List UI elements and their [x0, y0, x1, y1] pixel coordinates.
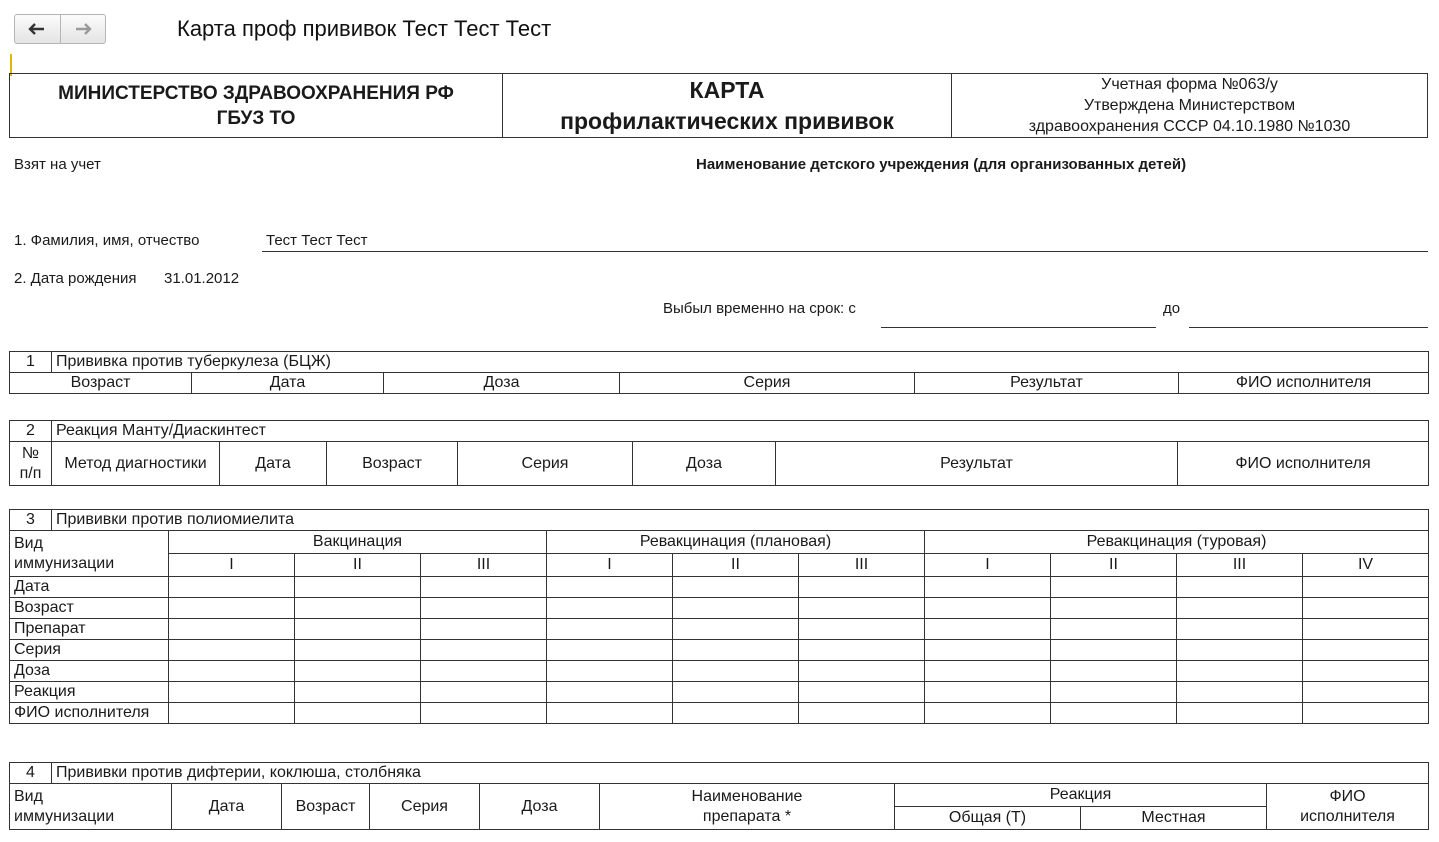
table-cell[interactable]: [1177, 598, 1303, 619]
table-cell[interactable]: [673, 682, 799, 703]
row-label: Доза: [10, 661, 169, 682]
section-number: 3: [10, 510, 52, 531]
row-label: Возраст: [10, 598, 169, 619]
form-header: [9, 73, 1428, 138]
table-cell[interactable]: [1303, 682, 1429, 703]
registered-label: Взят на учет: [14, 156, 101, 173]
table-cell[interactable]: [169, 640, 295, 661]
form-number: Учетная форма №063/у: [1101, 76, 1278, 93]
table-cell[interactable]: [295, 577, 421, 598]
table-cell[interactable]: [421, 682, 547, 703]
column-header: Дата: [220, 442, 327, 486]
table-cell[interactable]: [673, 661, 799, 682]
table-cell[interactable]: [925, 682, 1051, 703]
row-label: Серия: [10, 640, 169, 661]
column-header-reaction: Реакция: [895, 784, 1267, 807]
table-cell[interactable]: [547, 640, 673, 661]
column-header: ФИО исполнителя: [1178, 442, 1429, 486]
column-header: Метод диагностики: [52, 442, 220, 486]
column-header-reaction-local: Местная: [1081, 807, 1267, 830]
section-title: Прививки против дифтерии, коклюша, столбняка: [52, 763, 1429, 784]
table-cell[interactable]: [799, 619, 925, 640]
section-title-row: [10, 421, 1429, 442]
table-cell[interactable]: [169, 703, 295, 724]
table-cell[interactable]: [1177, 640, 1303, 661]
table-row: [10, 619, 1429, 640]
table-cell[interactable]: [1051, 640, 1177, 661]
column-header-drug-line1: Наименование: [691, 787, 803, 805]
row-label: Реакция: [10, 682, 169, 703]
table-cell[interactable]: [295, 661, 421, 682]
card-subtitle: профилактических прививок: [560, 107, 894, 134]
table-header-row: [10, 784, 1429, 807]
ministry-block: [10, 74, 502, 137]
sub-header: II: [295, 554, 421, 577]
column-header-executor-line2: исполнителя: [1300, 807, 1395, 825]
sub-header: I: [547, 554, 673, 577]
table-cell[interactable]: [1303, 661, 1429, 682]
column-header-date: Дата: [172, 784, 282, 830]
section-title: Прививка против туберкулеза (БЦЖ): [52, 352, 1429, 373]
table-cell[interactable]: [673, 703, 799, 724]
table-cell[interactable]: [1303, 598, 1429, 619]
row-label: ФИО исполнителя: [10, 703, 169, 724]
section-title-row: [10, 510, 1429, 531]
column-header-number-line2: п/п: [19, 464, 42, 482]
sub-header: II: [1051, 554, 1177, 577]
column-header: Доза: [633, 442, 776, 486]
section-bcg-table: [9, 351, 1429, 394]
arrow-left-icon: [27, 22, 47, 36]
section-number: 4: [10, 763, 52, 784]
card-title: КАРТА: [689, 76, 765, 103]
table-row: [10, 661, 1429, 682]
table-cell[interactable]: [169, 577, 295, 598]
table-cell[interactable]: [169, 682, 295, 703]
form-approval-block: [951, 74, 1427, 137]
table-row: [10, 577, 1429, 598]
table-cell[interactable]: [547, 577, 673, 598]
table-cell[interactable]: [547, 661, 673, 682]
section-title: Реакция Манту/Диаскинтест: [52, 421, 1429, 442]
table-cell[interactable]: [1051, 661, 1177, 682]
table-cell[interactable]: [421, 703, 547, 724]
table-cell[interactable]: [673, 577, 799, 598]
table-sub-header-row: [10, 554, 1429, 577]
fio-value[interactable]: Тест Тест Тест: [266, 232, 368, 249]
kind-header: [10, 531, 169, 577]
table-cell[interactable]: [295, 598, 421, 619]
table-cell[interactable]: [925, 640, 1051, 661]
column-header-executor-line1: ФИО: [1329, 787, 1366, 805]
table-cell[interactable]: [1177, 703, 1303, 724]
dob-label: 2. Дата рождения: [14, 270, 137, 287]
back-button[interactable]: [15, 15, 60, 43]
table-cell[interactable]: [673, 619, 799, 640]
kind-header-line2: иммунизации: [14, 807, 115, 825]
polio-rows: [10, 577, 1429, 724]
table-cell[interactable]: [1051, 682, 1177, 703]
column-header-dose: Доза: [480, 784, 600, 830]
table-cell[interactable]: [547, 619, 673, 640]
table-cell[interactable]: [1051, 577, 1177, 598]
section-number: 1: [10, 352, 52, 373]
section-number: 2: [10, 421, 52, 442]
arrow-right-icon: [73, 22, 93, 36]
table-cell[interactable]: [1177, 619, 1303, 640]
table-cell[interactable]: [1177, 661, 1303, 682]
table-cell[interactable]: [799, 598, 925, 619]
column-header: Возраст: [327, 442, 458, 486]
section-title-row: [10, 352, 1429, 373]
institution-label: Наименование детского учреждения (для организованных детей): [696, 156, 1187, 173]
table-cell[interactable]: [1051, 619, 1177, 640]
table-cell[interactable]: [673, 598, 799, 619]
section-title-row: [10, 763, 1429, 784]
absent-label: Выбыл временно на срок: с: [663, 300, 856, 317]
table-cell[interactable]: [1303, 703, 1429, 724]
kind-header-line1: Вид: [14, 534, 43, 552]
table-group-header-row: [10, 531, 1429, 554]
table-row: [10, 640, 1429, 661]
section-polio-table: [9, 509, 1429, 724]
sub-header: III: [799, 554, 925, 577]
table-cell[interactable]: [799, 640, 925, 661]
forward-button[interactable]: [60, 15, 106, 43]
sub-header: II: [673, 554, 799, 577]
table-header-row: [10, 373, 1429, 394]
table-cell[interactable]: [1303, 577, 1429, 598]
column-header: Результат: [776, 442, 1178, 486]
absent-to-label: до: [1163, 300, 1181, 317]
table-cell[interactable]: [547, 598, 673, 619]
ministry-name: МИНИСТЕРСТВО ЗДРАВООХРАНЕНИЯ РФ: [58, 82, 454, 104]
column-header: Серия: [458, 442, 633, 486]
window-toolbar: [0, 0, 1439, 60]
group-header-vaccination: Вакцинация: [169, 531, 547, 554]
institution-name: ГБУЗ ТО: [216, 107, 296, 129]
table-cell[interactable]: [169, 598, 295, 619]
row-label: Дата: [10, 577, 169, 598]
sub-header: III: [421, 554, 547, 577]
group-header-revac-tour: Ревакцинация (туровая): [925, 531, 1429, 554]
navigation-buttons: [14, 14, 106, 44]
table-cell[interactable]: [1051, 703, 1177, 724]
section-mantoux-table: [9, 420, 1429, 486]
table-cell[interactable]: [169, 661, 295, 682]
table-cell[interactable]: [925, 598, 1051, 619]
section-title: Прививки против полиомиелита: [52, 510, 1429, 531]
column-header: Серия: [620, 373, 915, 394]
kind-header-line2: иммунизации: [14, 554, 115, 572]
table-cell[interactable]: [925, 703, 1051, 724]
column-header: Результат: [915, 373, 1179, 394]
kind-header: [10, 784, 172, 830]
sub-header: I: [169, 554, 295, 577]
table-row: [10, 682, 1429, 703]
sub-header: IV: [1303, 554, 1429, 577]
table-cell[interactable]: [295, 640, 421, 661]
form-approval-date: здравоохранения СССР 04.10.1980 №1030: [1028, 118, 1351, 135]
table-cell[interactable]: [925, 619, 1051, 640]
column-header: Возраст: [10, 373, 192, 394]
table-cell[interactable]: [547, 703, 673, 724]
table-cell[interactable]: [1303, 619, 1429, 640]
table-cell[interactable]: [799, 661, 925, 682]
section-dtp-table: [9, 762, 1429, 830]
table-row: [10, 703, 1429, 724]
column-header-series: Серия: [370, 784, 480, 830]
kind-header-line1: Вид: [14, 787, 43, 805]
table-cell[interactable]: [925, 577, 1051, 598]
card-title-block: [502, 74, 951, 137]
column-header-drug: [600, 784, 895, 830]
table-cell[interactable]: [421, 577, 547, 598]
column-header-drug-line2: препарата *: [702, 807, 792, 825]
table-cell[interactable]: [421, 640, 547, 661]
table-cell[interactable]: [673, 640, 799, 661]
sub-header: III: [1177, 554, 1303, 577]
table-cell[interactable]: [547, 682, 673, 703]
table-cell[interactable]: [925, 661, 1051, 682]
table-cell[interactable]: [295, 619, 421, 640]
column-header: Дата: [192, 373, 384, 394]
table-cell[interactable]: [295, 682, 421, 703]
fio-label: 1. Фамилия, имя, отчество: [14, 232, 200, 249]
sub-header: I: [925, 554, 1051, 577]
table-cell[interactable]: [421, 661, 547, 682]
absent-to-underline[interactable]: [1189, 327, 1428, 328]
table-cell[interactable]: [421, 619, 547, 640]
row-label: Препарат: [10, 619, 169, 640]
form-approved-by: Утверждена Министерством: [1083, 97, 1296, 114]
table-cell[interactable]: [799, 682, 925, 703]
table-header-row: [10, 442, 1429, 486]
window-title: Карта проф прививок Тест Тест Тест: [177, 16, 552, 41]
column-header-executor: [1267, 784, 1429, 830]
column-header-reaction-general: Общая (Т): [895, 807, 1081, 830]
group-header-revac-planned: Ревакцинация (плановая): [547, 531, 925, 554]
table-cell[interactable]: [295, 703, 421, 724]
table-cell[interactable]: [799, 703, 925, 724]
column-header: ФИО исполнителя: [1179, 373, 1429, 394]
table-cell[interactable]: [1303, 640, 1429, 661]
column-header: Доза: [384, 373, 620, 394]
table-cell[interactable]: [421, 598, 547, 619]
absent-from-underline[interactable]: [881, 327, 1156, 328]
fio-underline: [262, 251, 1428, 252]
column-header-number: [10, 442, 52, 486]
table-cell[interactable]: [1051, 598, 1177, 619]
table-row: [10, 598, 1429, 619]
dob-value[interactable]: 31.01.2012: [164, 270, 240, 287]
column-header-age: Возраст: [282, 784, 370, 830]
column-header-number-line1: №: [21, 444, 40, 462]
table-cell[interactable]: [1177, 682, 1303, 703]
table-cell[interactable]: [169, 619, 295, 640]
table-cell[interactable]: [1177, 577, 1303, 598]
table-cell[interactable]: [799, 577, 925, 598]
